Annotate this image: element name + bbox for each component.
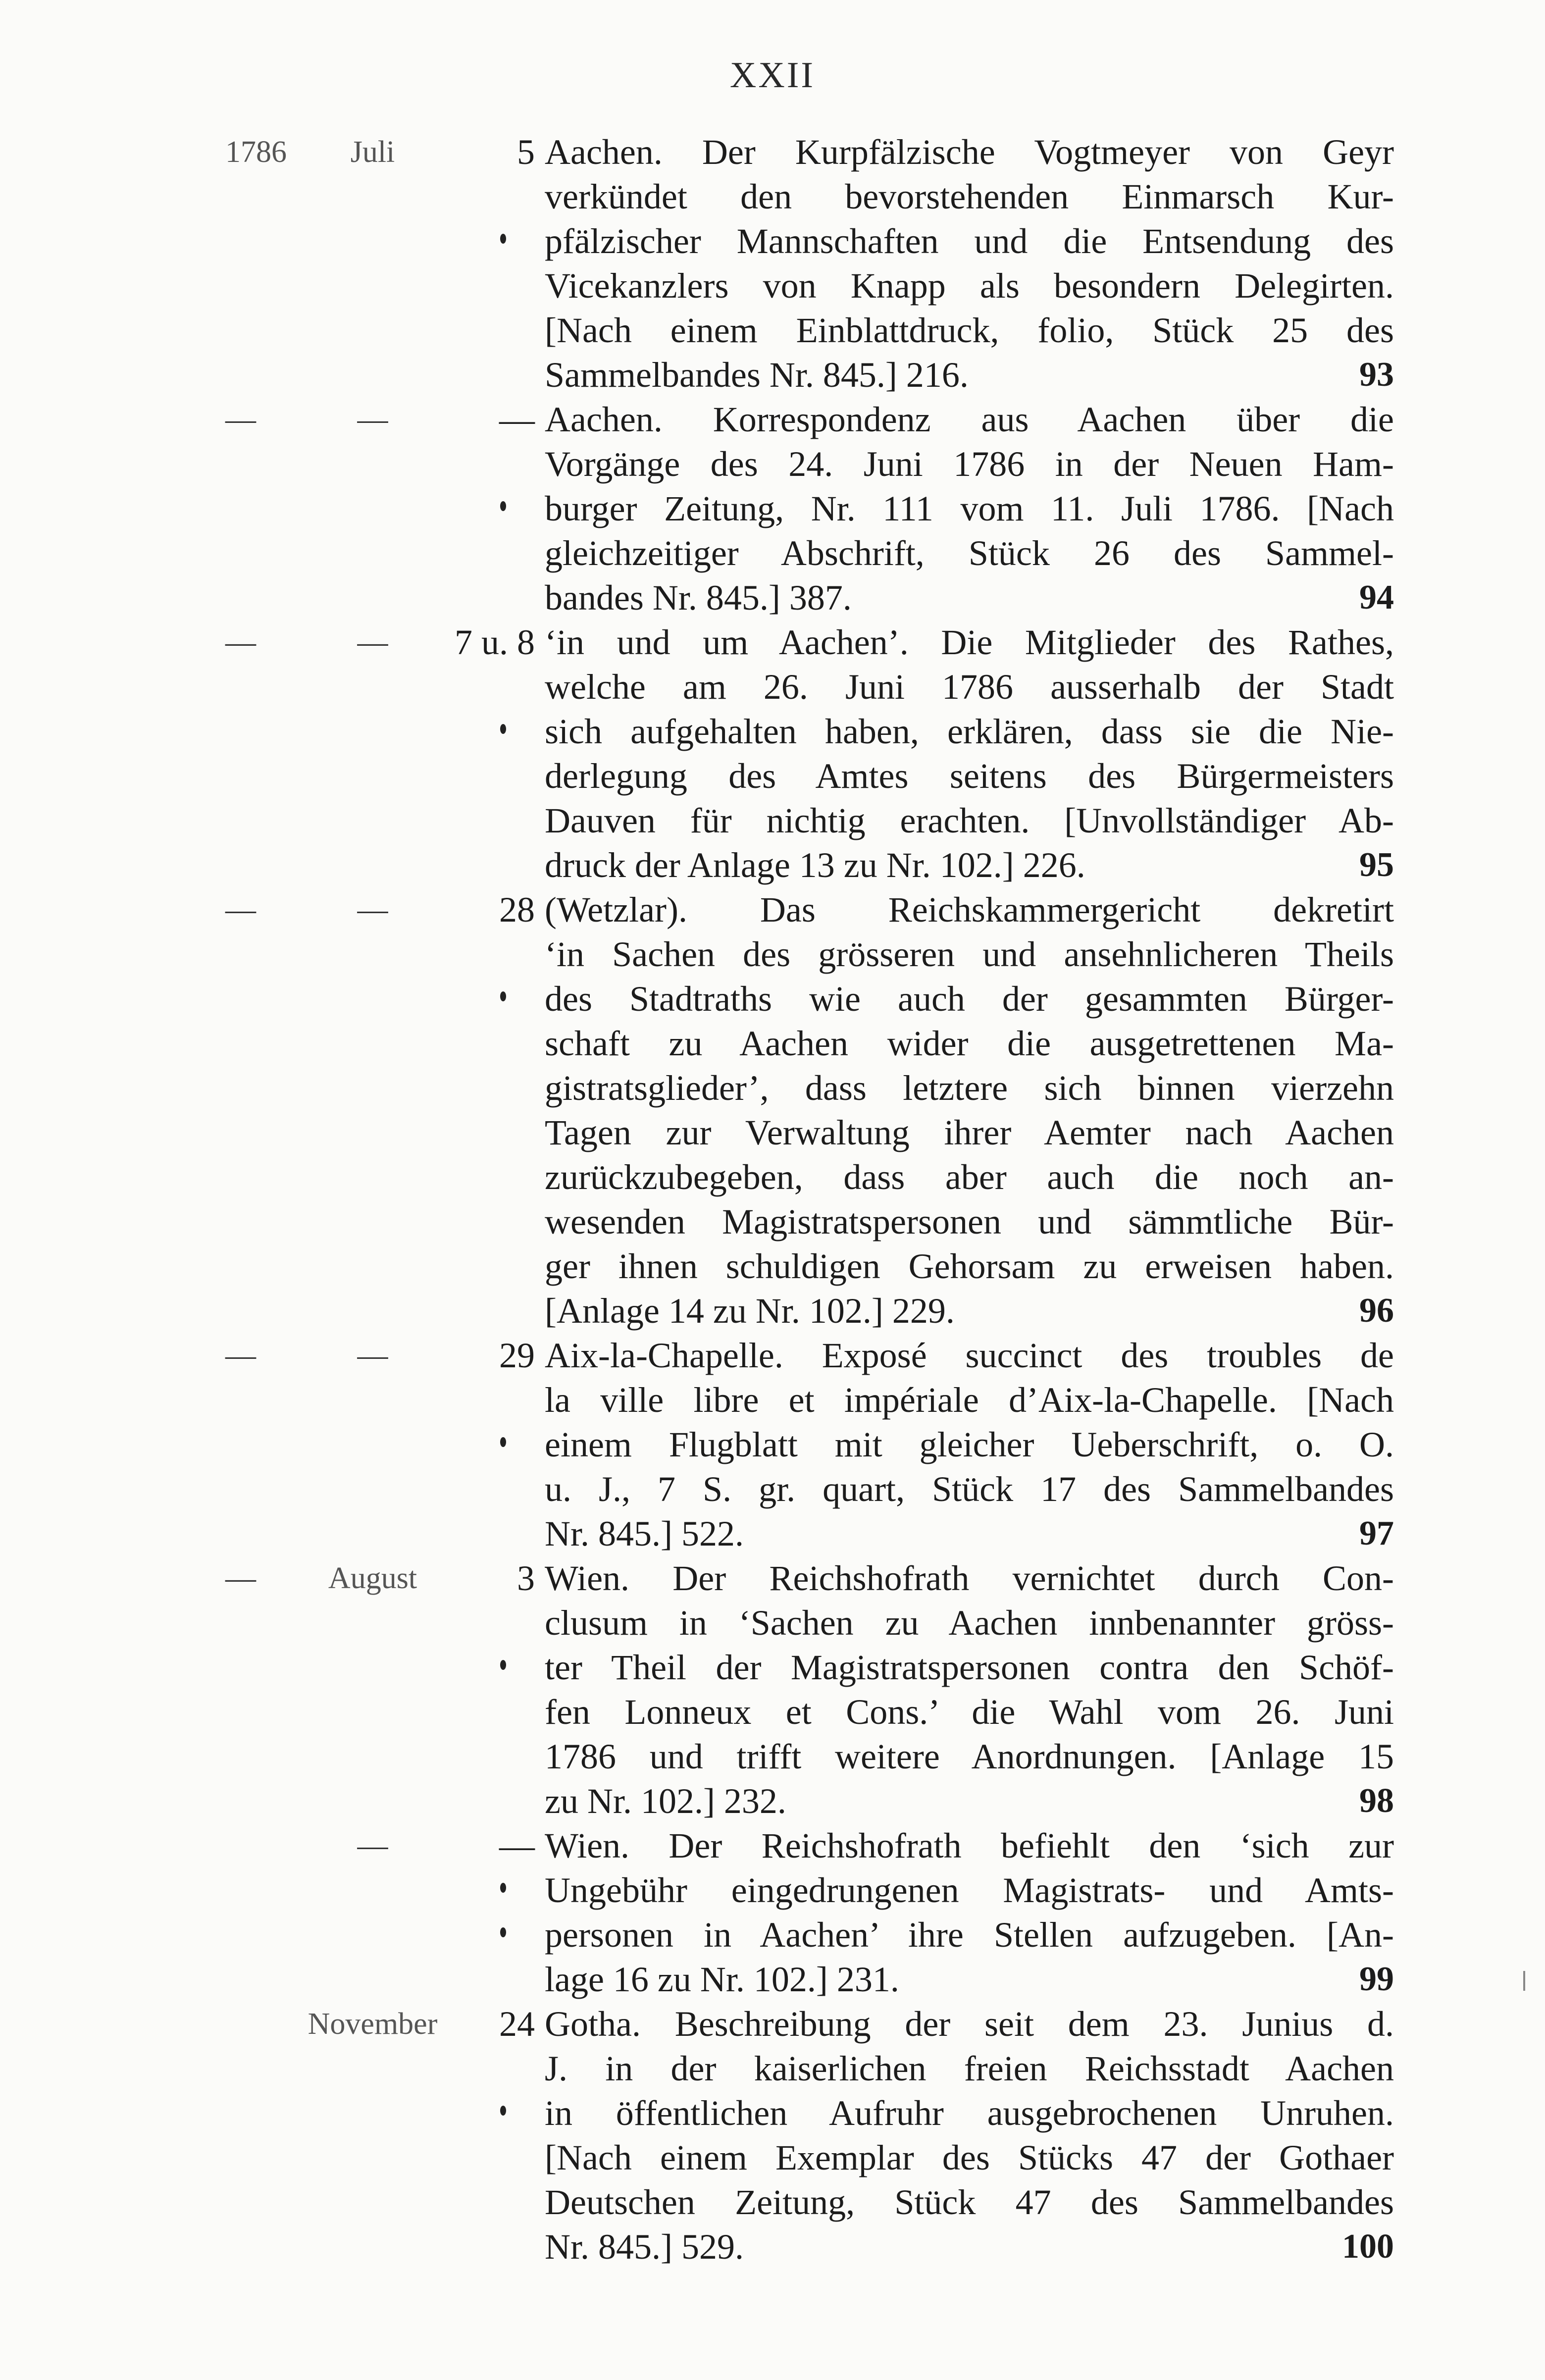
entry-month: — xyxy=(357,625,388,659)
entry-text: Aachen. Korrespondenz aus Aachen über die xyxy=(545,400,1394,439)
entry-month: August xyxy=(328,1561,417,1595)
entry-year: — xyxy=(225,1561,256,1595)
entry-line xyxy=(0,1690,1545,1734)
entry-text: u. J., 7 S. gr. quart, Stück 17 des Sammelbandes xyxy=(545,1469,1394,1509)
entry-line xyxy=(0,709,1545,754)
entry-line xyxy=(0,1244,1545,1289)
entry-line xyxy=(0,1199,1545,1244)
entry-line xyxy=(0,531,1545,575)
entry-line xyxy=(0,1868,1545,1913)
entry-month: Juli xyxy=(350,135,395,169)
entry-text: Nr. 845.] 529. xyxy=(545,2227,744,2267)
entry-line xyxy=(0,308,1545,353)
entry-line xyxy=(0,174,1545,219)
entry-line xyxy=(0,263,1545,308)
entry-line xyxy=(0,798,1545,843)
register-entry xyxy=(0,2002,1545,2269)
entry-text: fen Lonneux et Cons.’ die Wahl vom 26. Juni xyxy=(545,1692,1394,1732)
entry-text: J. in der kaiserlichen freien Reichsstadt Aachen xyxy=(545,2049,1394,2088)
entry-text: la ville libre et impériale d’Aix-la-Chapelle. [Nach xyxy=(545,1380,1394,1420)
margin-dot-mark xyxy=(500,1660,506,1670)
entry-line xyxy=(0,1467,1545,1511)
entry-text: schaft zu Aachen wider die ausgetrettenen Ma- xyxy=(545,1024,1394,1063)
entry-text: Aix-la-Chapelle. Exposé succinct des troubles de xyxy=(545,1336,1394,1375)
entry-line xyxy=(0,977,1545,1021)
margin-dot-mark xyxy=(500,234,506,244)
entry-year: — xyxy=(225,625,256,659)
margin-dot-mark xyxy=(500,991,506,1001)
entry-text: (Wetzlar). Das Reichskammergericht dekretirt xyxy=(545,890,1394,930)
entry-line xyxy=(0,1734,1545,1779)
entry-line xyxy=(0,2002,1545,2046)
entry-text: welche am 26. Juni 1786 ausserhalb der Stadt xyxy=(545,667,1394,707)
margin-dot-mark xyxy=(500,1927,506,1937)
entry-line xyxy=(0,575,1545,620)
entry-text: gleichzeitiger Abschrift, Stück 26 des Sammel- xyxy=(545,533,1394,573)
entry-year: — xyxy=(225,1339,256,1372)
entry-text: Gotha. Beschreibung der seit dem 23. Junius d. xyxy=(545,2004,1394,2044)
entry-line xyxy=(0,2091,1545,2135)
entry-text: einem Flugblatt mit gleicher Ueberschrift, o. O. xyxy=(545,1425,1394,1464)
entry-text: ‘in Sachen des grösseren und ansehnlicheren Theils xyxy=(545,934,1394,974)
register-entry xyxy=(0,887,1545,1333)
margin-dot-mark xyxy=(500,2106,506,2116)
entry-month: — xyxy=(357,893,388,927)
entry-month: — xyxy=(357,1829,388,1863)
entry-text: [Anlage 14 zu Nr. 102.] 229. xyxy=(545,1291,955,1331)
entry-reference-number: 93 xyxy=(1359,356,1394,394)
entry-line xyxy=(0,1066,1545,1110)
entry-line xyxy=(0,2225,1545,2269)
entry-text: personen in Aachen’ ihre Stellen aufzugeben. [An- xyxy=(545,1915,1394,1955)
entry-text: Ungebühr eingedrungenen Magistrats- und Amts- xyxy=(545,1870,1394,1910)
entry-line xyxy=(0,442,1545,486)
entry-line xyxy=(0,2046,1545,2091)
entry-line xyxy=(0,620,1545,665)
entry-line xyxy=(0,1601,1545,1645)
register-entry xyxy=(0,620,1545,887)
entry-line xyxy=(0,1422,1545,1467)
entry-day: 5 xyxy=(517,132,535,172)
register-entry xyxy=(0,1333,1545,1556)
entry-text: Dauven für nichtig erachten. [Unvollständiger Ab- xyxy=(545,801,1394,840)
chronological-register xyxy=(0,130,1545,2269)
entry-reference-number: 96 xyxy=(1359,1292,1394,1330)
entry-day: 28 xyxy=(499,890,535,930)
entry-line xyxy=(0,843,1545,887)
register-entry xyxy=(0,130,1545,397)
scan-edge-mark xyxy=(1523,1971,1525,1991)
entry-text: Wien. Der Reichshofrath befiehlt den ‘sich zur xyxy=(545,1826,1394,1865)
entry-text: Wien. Der Reichshofrath vernichtet durch Con- xyxy=(545,1558,1394,1598)
entry-line xyxy=(0,1511,1545,1556)
entry-text: in öffentlichen Aufruhr ausgebrochenen Unruhen. xyxy=(545,2093,1394,2133)
entry-text: pfälzischer Mannschaften und die Entsendung des xyxy=(545,221,1394,261)
entry-text: ter Theil der Magistratspersonen contra den Schöf- xyxy=(545,1648,1394,1687)
entry-day: 24 xyxy=(499,2004,535,2044)
entry-text: Nr. 845.] 522. xyxy=(545,1514,744,1553)
entry-text: burger Zeitung, Nr. 111 vom 11. Juli 1786. [Nach xyxy=(545,489,1394,528)
register-entry xyxy=(0,1823,1545,2002)
entry-line xyxy=(0,1333,1545,1378)
margin-dot-mark xyxy=(500,724,506,734)
entry-text: gistratsglieder’, dass letztere sich binnen vierzehn xyxy=(545,1068,1394,1108)
entry-day: 3 xyxy=(517,1558,535,1598)
entry-text: zu Nr. 102.] 232. xyxy=(545,1781,786,1821)
entry-line xyxy=(0,665,1545,709)
entry-text: lage 16 zu Nr. 102.] 231. xyxy=(545,1960,899,1999)
entry-text: zurückzubegeben, dass aber auch die noch an- xyxy=(545,1157,1394,1197)
entry-line xyxy=(0,1556,1545,1601)
entry-line xyxy=(0,1823,1545,1868)
entry-text: ger ihnen schuldigen Gehorsam zu erweisen haben. xyxy=(545,1246,1394,1286)
entry-text: Deutschen Zeitung, Stück 47 des Sammelbandes xyxy=(545,2182,1394,2222)
entry-text: Vorgänge des 24. Juni 1786 in der Neuen Ham- xyxy=(545,444,1394,484)
register-entry xyxy=(0,1556,1545,1823)
entry-line xyxy=(0,1645,1545,1690)
entry-day: — xyxy=(499,1826,535,1865)
entry-line xyxy=(0,1913,1545,1957)
entry-line xyxy=(0,1021,1545,1066)
entry-line xyxy=(0,130,1545,174)
entry-month: November xyxy=(308,2007,438,2041)
entry-reference-number: 94 xyxy=(1359,578,1394,617)
entry-line xyxy=(0,486,1545,531)
entry-day: 7 u. 8 xyxy=(455,622,535,662)
entry-text: verkündet den bevorstehenden Einmarsch Kur- xyxy=(545,177,1394,216)
entry-text: Sammelbandes Nr. 845.] 216. xyxy=(545,355,969,395)
entry-line xyxy=(0,1378,1545,1422)
entry-day: 29 xyxy=(499,1336,535,1375)
entry-line xyxy=(0,1957,1545,2002)
entry-year: 1786 xyxy=(225,135,287,169)
entry-month: — xyxy=(357,1339,388,1372)
entry-line xyxy=(0,1289,1545,1333)
entry-line xyxy=(0,1155,1545,1199)
entry-text: druck der Anlage 13 zu Nr. 102.] 226. xyxy=(545,845,1085,885)
entry-line xyxy=(0,1110,1545,1155)
entry-line xyxy=(0,353,1545,397)
entry-year: — xyxy=(225,403,256,436)
entry-line xyxy=(0,1779,1545,1823)
entry-reference-number: 95 xyxy=(1359,846,1394,884)
entry-month: — xyxy=(357,403,388,436)
entry-reference-number: 99 xyxy=(1359,1960,1394,1998)
entry-text: ‘in und um Aachen’. Die Mitglieder des Rathes, xyxy=(545,622,1394,662)
entry-line xyxy=(0,887,1545,932)
entry-text: wesenden Magistratspersonen und sämmtliche Bür- xyxy=(545,1202,1394,1242)
entry-text: [Nach einem Exemplar des Stücks 47 der Gothaer xyxy=(545,2138,1394,2177)
entry-line xyxy=(0,219,1545,263)
entry-year: — xyxy=(225,893,256,927)
entry-reference-number: 100 xyxy=(1342,2227,1394,2266)
entry-line xyxy=(0,397,1545,442)
entry-text: des Stadtraths wie auch der gesammten Bürger- xyxy=(545,979,1394,1019)
entry-line xyxy=(0,932,1545,977)
margin-dot-mark xyxy=(500,501,506,511)
entry-reference-number: 98 xyxy=(1359,1782,1394,1820)
entry-text: Tagen zur Verwaltung ihrer Aemter nach Aachen xyxy=(545,1113,1394,1152)
entry-line xyxy=(0,754,1545,798)
entry-text: 1786 und trifft weitere Anordnungen. [Anlage 15 xyxy=(545,1737,1394,1776)
entry-day: — xyxy=(499,400,535,439)
entry-line xyxy=(0,2135,1545,2180)
entry-line xyxy=(0,2180,1545,2225)
entry-text: derlegung des Amtes seitens des Bürgermeisters xyxy=(545,756,1394,796)
margin-dot-mark xyxy=(500,1883,506,1893)
entry-text: [Nach einem Einblattdruck, folio, Stück 25 des xyxy=(545,310,1394,350)
entry-text: clusum in ‘Sachen zu Aachen innbenannter gröss- xyxy=(545,1603,1394,1643)
margin-dot-mark xyxy=(500,1437,506,1447)
page-number-header: XXII xyxy=(729,55,816,96)
register-entry xyxy=(0,397,1545,620)
entry-text: Aachen. Der Kurpfälzische Vogtmeyer von Geyr xyxy=(545,132,1394,172)
entry-text: Vicekanzlers von Knapp als besondern Delegirten. xyxy=(545,266,1394,306)
entry-reference-number: 97 xyxy=(1359,1514,1394,1552)
entry-text: sich aufgehalten haben, erklären, dass sie die Nie- xyxy=(545,712,1394,751)
entry-text: bandes Nr. 845.] 387. xyxy=(545,578,852,618)
